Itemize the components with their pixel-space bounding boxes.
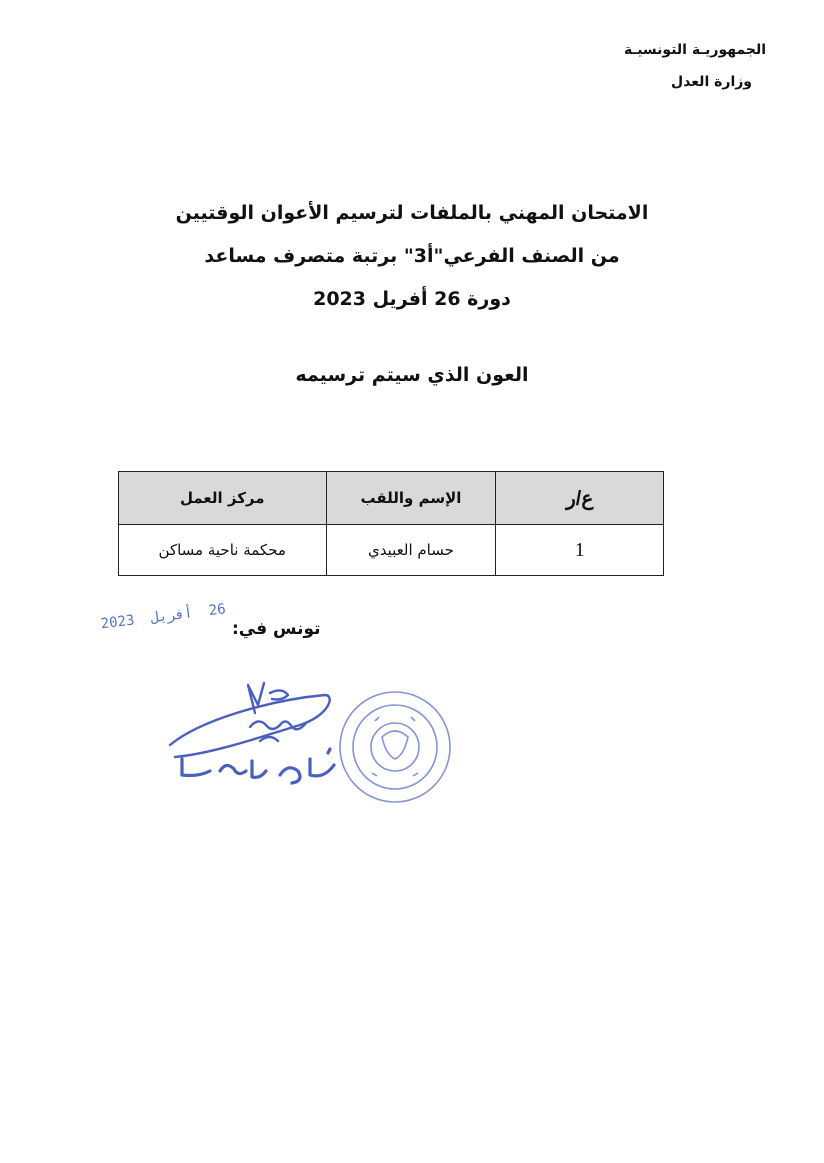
date-stamp-month: أفريل (149, 605, 194, 627)
date-stamp (96, 601, 231, 633)
country-name: الجمهوريـة التونسيـة (623, 42, 766, 58)
title-line-2: من الصنف الفرعي"أ3" برتبة متصرف مساعد (204, 245, 620, 267)
ministry-name: وزارة العدل (671, 74, 752, 90)
official-seal-icon (340, 692, 450, 802)
column-header-workplace: مركز العمل (119, 472, 327, 525)
table-header-row (119, 472, 664, 525)
date-stamp-day: 26 (207, 601, 227, 620)
title-line-3: دورة 26 أفريل 2023 (313, 288, 511, 310)
signature-and-seal (160, 675, 460, 815)
title-line-1: الامتحان المهني بالملفات لترسيم الأعوان الوقتيين (175, 202, 649, 224)
column-header-number: ع/ر (496, 472, 664, 525)
place-date-label: تونس في: (232, 619, 321, 639)
cell-workplace: محكمة ناحية مساكن (119, 525, 327, 576)
signature-name-script (182, 749, 334, 783)
document-title (0, 192, 824, 321)
letterhead (624, 34, 766, 98)
column-header-name: الإسم واللقب (326, 472, 496, 525)
cell-name: حسام العبيدي (326, 525, 496, 576)
cell-number: 1 (496, 525, 664, 576)
handwritten-signature-icon (170, 683, 330, 757)
section-subtitle: العون الذي سيتم ترسيمه (295, 364, 529, 386)
agents-table (118, 471, 664, 576)
date-stamp-year: 2023 (99, 612, 136, 633)
table-row (119, 525, 664, 576)
